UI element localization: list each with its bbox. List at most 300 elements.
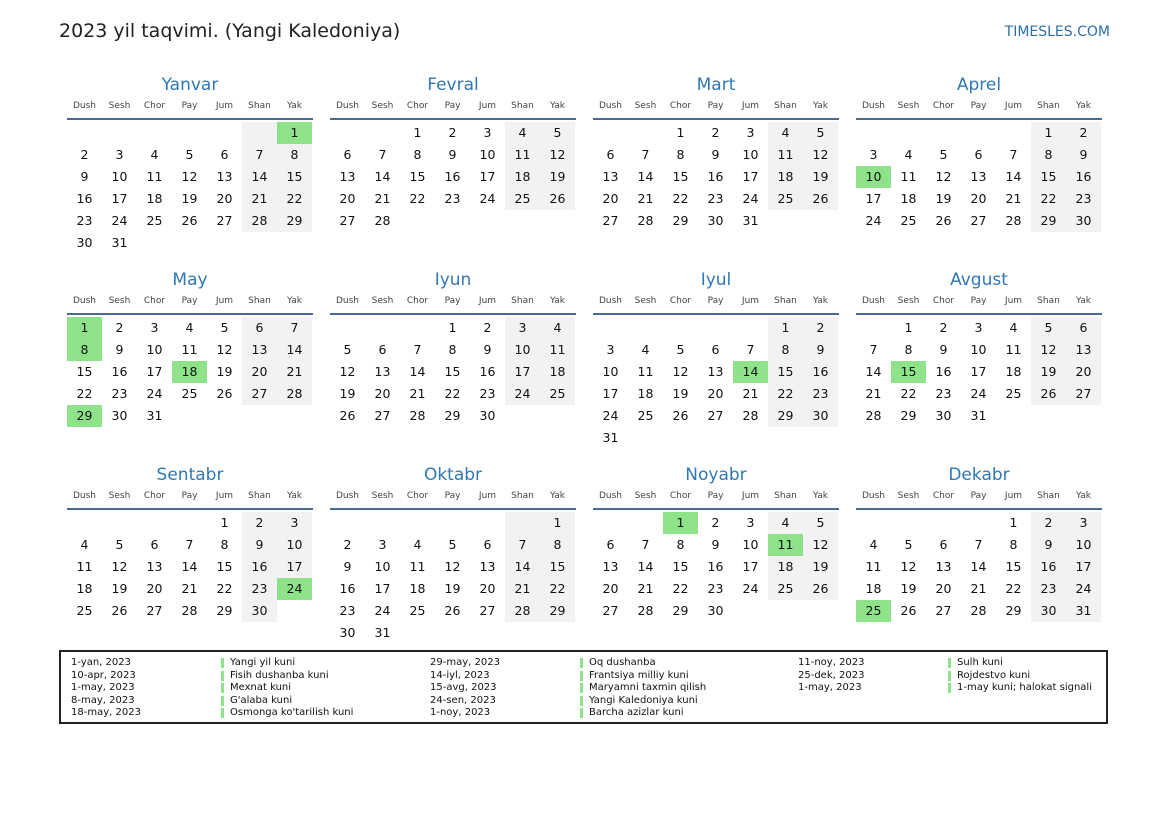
week-row xyxy=(856,534,1102,556)
weekday-label: Chor xyxy=(669,491,692,501)
day-cell: 25 xyxy=(637,408,654,423)
holiday-date: 14-iyl, 2023 xyxy=(430,669,490,681)
day-cell: 22 xyxy=(1031,188,1066,210)
weekday-label: Chor xyxy=(406,101,429,111)
day-cell: 13 xyxy=(374,364,391,379)
weekday-label: Sesh xyxy=(108,296,131,306)
day-cell: 28 xyxy=(742,408,759,423)
week-row xyxy=(330,122,576,144)
week-row xyxy=(593,427,839,449)
week-row xyxy=(67,556,313,578)
day-cell: 14 xyxy=(181,559,198,574)
month-name: Iyun xyxy=(434,270,472,290)
month-oktabr xyxy=(330,464,576,644)
weekday-label: Chor xyxy=(143,491,166,501)
week-row xyxy=(67,578,313,600)
day-cell: 7 xyxy=(1009,147,1018,162)
day-cell: 20 xyxy=(339,191,356,206)
day-cell: 18 xyxy=(76,581,93,596)
holiday-name: Osmonga ko'tarilish kuni xyxy=(230,707,354,719)
day-cell: 19 xyxy=(1031,361,1066,383)
weekday-label: Pay xyxy=(707,101,724,111)
month-name: Noyabr xyxy=(685,465,747,485)
day-cell: 10 xyxy=(146,342,163,357)
day-cell: 18 xyxy=(768,166,803,188)
day-cell: 13 xyxy=(707,364,724,379)
day-cell: 15 xyxy=(76,364,93,379)
brand-link[interactable]: TIMESLES.COM xyxy=(1004,24,1110,40)
weekday-label: Dush xyxy=(335,296,360,306)
weekday-label: Yak xyxy=(813,296,828,306)
day-cell: 28 xyxy=(374,213,391,228)
day-cell: 3 xyxy=(606,342,615,357)
day-cell: 22 xyxy=(216,581,233,596)
weekday-label: Sesh xyxy=(897,296,920,306)
week-row xyxy=(67,210,313,232)
holiday-name: Maryamni taxmin qilish xyxy=(589,682,707,694)
weekday-label: Pay xyxy=(181,101,198,111)
day-cell: 9 xyxy=(80,169,89,184)
month-name: Dekabr xyxy=(948,465,1010,485)
empty-cell xyxy=(435,512,470,534)
day-cell: 23 xyxy=(444,191,461,206)
day-cell: 28 xyxy=(181,603,198,618)
day-cell: 31 xyxy=(970,408,987,423)
legend-column xyxy=(71,657,353,720)
day-cell: 7 xyxy=(974,537,983,552)
day-cell: 11 xyxy=(768,144,803,166)
week-row xyxy=(593,210,839,232)
holiday-color-swatch xyxy=(580,658,583,668)
weekday-header xyxy=(67,101,313,120)
weekday-label: Pay xyxy=(707,296,724,306)
day-cell: 15 xyxy=(891,361,926,383)
day-cell: 27 xyxy=(602,603,619,618)
holiday-name: Rojdestvo kuni xyxy=(957,669,1031,681)
day-cell: 30 xyxy=(339,625,356,640)
day-cell: 5 xyxy=(185,147,194,162)
empty-cell xyxy=(768,427,803,449)
day-cell: 6 xyxy=(150,537,159,552)
weekday-label: Pay xyxy=(707,491,724,501)
month-noyabr xyxy=(593,464,839,622)
day-cell: 27 xyxy=(374,408,391,423)
weekday-label: Jum xyxy=(215,491,234,501)
week-row xyxy=(67,512,313,534)
holiday-date: 29-may, 2023 xyxy=(430,657,500,668)
day-cell: 16 xyxy=(111,364,128,379)
day-cell: 7 xyxy=(869,342,878,357)
day-cell: 21 xyxy=(181,581,198,596)
week-row xyxy=(856,578,1102,600)
day-cell: 19 xyxy=(900,581,917,596)
day-cell: 25 xyxy=(768,188,803,210)
day-cell: 19 xyxy=(672,386,689,401)
day-cell: 6 xyxy=(378,342,387,357)
legend-column xyxy=(430,657,706,720)
day-cell: 4 xyxy=(185,320,194,335)
weekday-label: Pay xyxy=(181,296,198,306)
empty-cell xyxy=(277,405,312,427)
empty-cell xyxy=(137,512,172,534)
day-cell: 31 xyxy=(111,235,128,250)
day-cell: 4 xyxy=(80,537,89,552)
day-cell: 12 xyxy=(803,144,838,166)
empty-cell xyxy=(733,600,768,622)
day-cell: 24 xyxy=(277,578,312,600)
day-cell: 9 xyxy=(1031,534,1066,556)
legend-item xyxy=(71,707,353,720)
day-cell: 28 xyxy=(1005,213,1022,228)
day-cell: 24 xyxy=(602,408,619,423)
weekday-label: Yak xyxy=(287,296,302,306)
day-cell: 19 xyxy=(935,191,952,206)
day-cell: 23 xyxy=(935,386,952,401)
day-cell: 5 xyxy=(676,342,685,357)
empty-cell xyxy=(102,512,137,534)
day-cell: 8 xyxy=(277,144,312,166)
day-cell: 22 xyxy=(672,191,689,206)
week-row xyxy=(67,317,313,339)
week-row xyxy=(330,600,576,622)
day-cell: 4 xyxy=(1009,320,1018,335)
day-cell: 5 xyxy=(904,537,913,552)
month-aprel xyxy=(856,74,1102,232)
holiday-date: 18-may, 2023 xyxy=(71,707,141,719)
holiday-date: 1-yan, 2023 xyxy=(71,657,131,668)
weekday-label: Jum xyxy=(741,101,760,111)
empty-cell xyxy=(207,405,242,427)
day-cell: 11 xyxy=(1005,342,1022,357)
day-cell: 31 xyxy=(146,408,163,423)
day-cell: 29 xyxy=(216,603,233,618)
holiday-date: 25-dek, 2023 xyxy=(798,669,865,681)
week-row xyxy=(330,383,576,405)
day-cell: 6 xyxy=(711,342,720,357)
day-cell: 6 xyxy=(483,537,492,552)
month-yanvar xyxy=(67,74,313,254)
day-cell: 20 xyxy=(479,581,496,596)
day-cell: 27 xyxy=(602,213,619,228)
day-cell: 30 xyxy=(803,405,838,427)
day-cell: 14 xyxy=(865,364,882,379)
day-cell: 17 xyxy=(1066,556,1101,578)
empty-cell xyxy=(733,317,768,339)
day-cell: 1 xyxy=(413,125,422,140)
day-cell: 30 xyxy=(242,600,277,622)
holiday-date: 1-noy, 2023 xyxy=(430,707,491,719)
legend-item xyxy=(430,670,706,683)
weekday-label: Jum xyxy=(1004,101,1023,111)
day-cell: 5 xyxy=(803,512,838,534)
day-cell: 29 xyxy=(768,405,803,427)
week-row xyxy=(330,339,576,361)
day-cell: 14 xyxy=(242,166,277,188)
day-cell: 4 xyxy=(150,147,159,162)
day-cell: 23 xyxy=(707,581,724,596)
week-row xyxy=(856,339,1102,361)
weekday-label: Sesh xyxy=(634,101,657,111)
day-cell: 18 xyxy=(146,191,163,206)
week-row xyxy=(67,361,313,383)
week-row xyxy=(856,512,1102,534)
day-cell: 24 xyxy=(479,191,496,206)
day-cell: 7 xyxy=(641,537,650,552)
empty-cell xyxy=(172,122,207,144)
empty-cell xyxy=(663,317,698,339)
day-cell: 4 xyxy=(413,537,422,552)
day-cell: 16 xyxy=(242,556,277,578)
day-cell: 22 xyxy=(277,188,312,210)
day-cell: 12 xyxy=(1031,339,1066,361)
day-cell: 7 xyxy=(242,144,277,166)
day-cell: 17 xyxy=(277,556,312,578)
week-row xyxy=(67,144,313,166)
day-cell: 1 xyxy=(768,317,803,339)
day-cell: 18 xyxy=(900,191,917,206)
day-cell: 17 xyxy=(111,191,128,206)
empty-cell xyxy=(365,317,400,339)
weekday-label: Shan xyxy=(248,101,271,111)
holiday-color-swatch xyxy=(948,683,951,693)
day-cell: 15 xyxy=(540,556,575,578)
empty-cell xyxy=(1031,405,1066,427)
week-row xyxy=(856,210,1102,232)
weekday-label: Pay xyxy=(970,101,987,111)
month-name: Iyul xyxy=(700,270,732,290)
empty-cell xyxy=(926,122,961,144)
day-cell: 2 xyxy=(115,320,124,335)
day-cell: 12 xyxy=(444,559,461,574)
day-cell: 28 xyxy=(637,213,654,228)
day-cell: 6 xyxy=(606,147,615,162)
day-cell: 20 xyxy=(602,191,619,206)
day-cell: 5 xyxy=(220,320,229,335)
day-cell: 6 xyxy=(939,537,948,552)
weekday-label: Sesh xyxy=(108,491,131,501)
day-cell: 17 xyxy=(374,581,391,596)
day-cell: 19 xyxy=(444,581,461,596)
weekday-header xyxy=(593,491,839,510)
day-cell: 31 xyxy=(742,213,759,228)
empty-cell xyxy=(470,622,505,644)
weekday-header xyxy=(67,491,313,510)
day-cell: 5 xyxy=(803,122,838,144)
day-cell: 25 xyxy=(856,600,891,622)
empty-cell xyxy=(803,600,838,622)
day-cell: 14 xyxy=(970,559,987,574)
day-cell: 28 xyxy=(505,600,540,622)
day-cell: 14 xyxy=(409,364,426,379)
day-cell: 28 xyxy=(409,408,426,423)
day-cell: 3 xyxy=(869,147,878,162)
weekday-label: Yak xyxy=(287,491,302,501)
day-cell: 2 xyxy=(803,317,838,339)
month-avgust xyxy=(856,269,1102,427)
day-cell: 28 xyxy=(970,603,987,618)
week-row xyxy=(593,144,839,166)
day-cell: 22 xyxy=(409,191,426,206)
weekday-label: Pay xyxy=(970,491,987,501)
legend-item xyxy=(430,695,706,708)
week-row xyxy=(593,361,839,383)
day-cell: 29 xyxy=(277,210,312,232)
weekday-label: Yak xyxy=(550,491,565,501)
day-cell: 25 xyxy=(181,386,198,401)
holiday-date: 11-noy, 2023 xyxy=(798,657,865,668)
day-cell: 4 xyxy=(869,537,878,552)
week-row xyxy=(330,578,576,600)
day-cell: 21 xyxy=(505,578,540,600)
day-cell: 8 xyxy=(413,147,422,162)
day-cell: 15 xyxy=(1005,559,1022,574)
day-cell: 8 xyxy=(1031,144,1066,166)
day-cell: 2 xyxy=(80,147,89,162)
empty-cell xyxy=(470,512,505,534)
day-cell: 15 xyxy=(444,364,461,379)
day-cell: 29 xyxy=(672,213,689,228)
day-cell: 27 xyxy=(707,408,724,423)
day-cell: 25 xyxy=(505,188,540,210)
day-cell: 12 xyxy=(803,534,838,556)
weekday-header xyxy=(330,491,576,510)
day-cell: 26 xyxy=(672,408,689,423)
day-cell: 14 xyxy=(374,169,391,184)
day-cell: 2 xyxy=(1066,122,1101,144)
week-row xyxy=(330,317,576,339)
week-row xyxy=(593,166,839,188)
day-cell: 8 xyxy=(67,339,102,361)
empty-cell xyxy=(891,122,926,144)
day-cell: 5 xyxy=(448,537,457,552)
day-cell: 10 xyxy=(277,534,312,556)
month-fevral xyxy=(330,74,576,232)
day-cell: 9 xyxy=(242,534,277,556)
empty-cell xyxy=(628,122,663,144)
day-cell: 12 xyxy=(540,144,575,166)
day-cell: 26 xyxy=(339,408,356,423)
day-cell: 5 xyxy=(343,342,352,357)
empty-cell xyxy=(172,512,207,534)
empty-cell xyxy=(172,405,207,427)
empty-cell xyxy=(242,405,277,427)
week-row xyxy=(593,556,839,578)
day-cell: 27 xyxy=(970,213,987,228)
day-cell: 17 xyxy=(146,364,163,379)
day-cell: 29 xyxy=(1005,603,1022,618)
day-cell: 3 xyxy=(974,320,983,335)
day-cell: 19 xyxy=(216,364,233,379)
day-cell: 13 xyxy=(339,169,356,184)
day-cell: 26 xyxy=(111,603,128,618)
day-cell: 23 xyxy=(707,191,724,206)
week-row xyxy=(856,144,1102,166)
weekday-label: Yak xyxy=(813,491,828,501)
empty-cell xyxy=(628,317,663,339)
day-cell: 13 xyxy=(479,559,496,574)
day-cell: 25 xyxy=(76,603,93,618)
week-row xyxy=(330,405,576,427)
day-cell: 4 xyxy=(768,512,803,534)
day-cell: 6 xyxy=(606,537,615,552)
day-cell: 11 xyxy=(865,559,882,574)
day-cell: 18 xyxy=(637,386,654,401)
weekday-label: Jum xyxy=(478,491,497,501)
holiday-date: 8-may, 2023 xyxy=(71,694,135,706)
week-row xyxy=(330,361,576,383)
day-cell: 24 xyxy=(970,386,987,401)
day-cell: 14 xyxy=(505,556,540,578)
day-cell: 1 xyxy=(904,320,913,335)
empty-cell xyxy=(733,427,768,449)
empty-cell xyxy=(803,427,838,449)
day-cell: 30 xyxy=(707,603,724,618)
weekday-label: Sesh xyxy=(371,491,394,501)
day-cell: 13 xyxy=(146,559,163,574)
day-cell: 3 xyxy=(746,515,755,530)
day-cell: 3 xyxy=(115,147,124,162)
day-cell: 7 xyxy=(277,317,312,339)
weekday-header xyxy=(330,296,576,315)
week-row xyxy=(67,600,313,622)
weekday-label: Shan xyxy=(248,296,271,306)
month-dekabr xyxy=(856,464,1102,622)
day-cell: 10 xyxy=(374,559,391,574)
week-row xyxy=(593,512,839,534)
week-row xyxy=(330,556,576,578)
day-cell: 29 xyxy=(67,405,102,427)
holiday-name: G'alaba kuni xyxy=(230,694,293,706)
week-row xyxy=(593,188,839,210)
holiday-name: Sulh kuni xyxy=(957,657,1003,668)
month-name: Mart xyxy=(696,75,736,95)
holiday-color-swatch xyxy=(580,683,583,693)
weekday-label: Shan xyxy=(774,296,797,306)
day-cell: 12 xyxy=(339,364,356,379)
day-cell: 7 xyxy=(185,537,194,552)
empty-cell xyxy=(593,317,628,339)
weekday-label: Chor xyxy=(143,296,166,306)
day-cell: 8 xyxy=(540,534,575,556)
holiday-name: Yangi yil kuni xyxy=(230,657,296,668)
day-cell: 1 xyxy=(220,515,229,530)
day-cell: 17 xyxy=(505,361,540,383)
weekday-label: Shan xyxy=(1037,296,1060,306)
day-cell: 2 xyxy=(711,125,720,140)
day-cell: 13 xyxy=(1066,339,1101,361)
holiday-color-swatch xyxy=(221,683,224,693)
day-cell: 19 xyxy=(111,581,128,596)
day-cell: 25 xyxy=(1005,386,1022,401)
empty-cell xyxy=(540,210,575,232)
week-row xyxy=(593,317,839,339)
weekday-label: Chor xyxy=(932,101,955,111)
day-cell: 14 xyxy=(277,339,312,361)
empty-cell xyxy=(137,232,172,254)
day-cell: 29 xyxy=(900,408,917,423)
weekday-label: Dush xyxy=(861,491,886,501)
week-row xyxy=(330,512,576,534)
day-cell: 1 xyxy=(1031,122,1066,144)
weekday-label: Jum xyxy=(1004,491,1023,501)
weekday-label: Sesh xyxy=(371,296,394,306)
day-cell: 20 xyxy=(242,361,277,383)
holiday-name: Yangi Kaledoniya kuni xyxy=(589,694,698,706)
day-cell: 3 xyxy=(1066,512,1101,534)
month-iyun xyxy=(330,269,576,427)
day-cell: 10 xyxy=(856,166,891,188)
day-cell: 30 xyxy=(935,408,952,423)
